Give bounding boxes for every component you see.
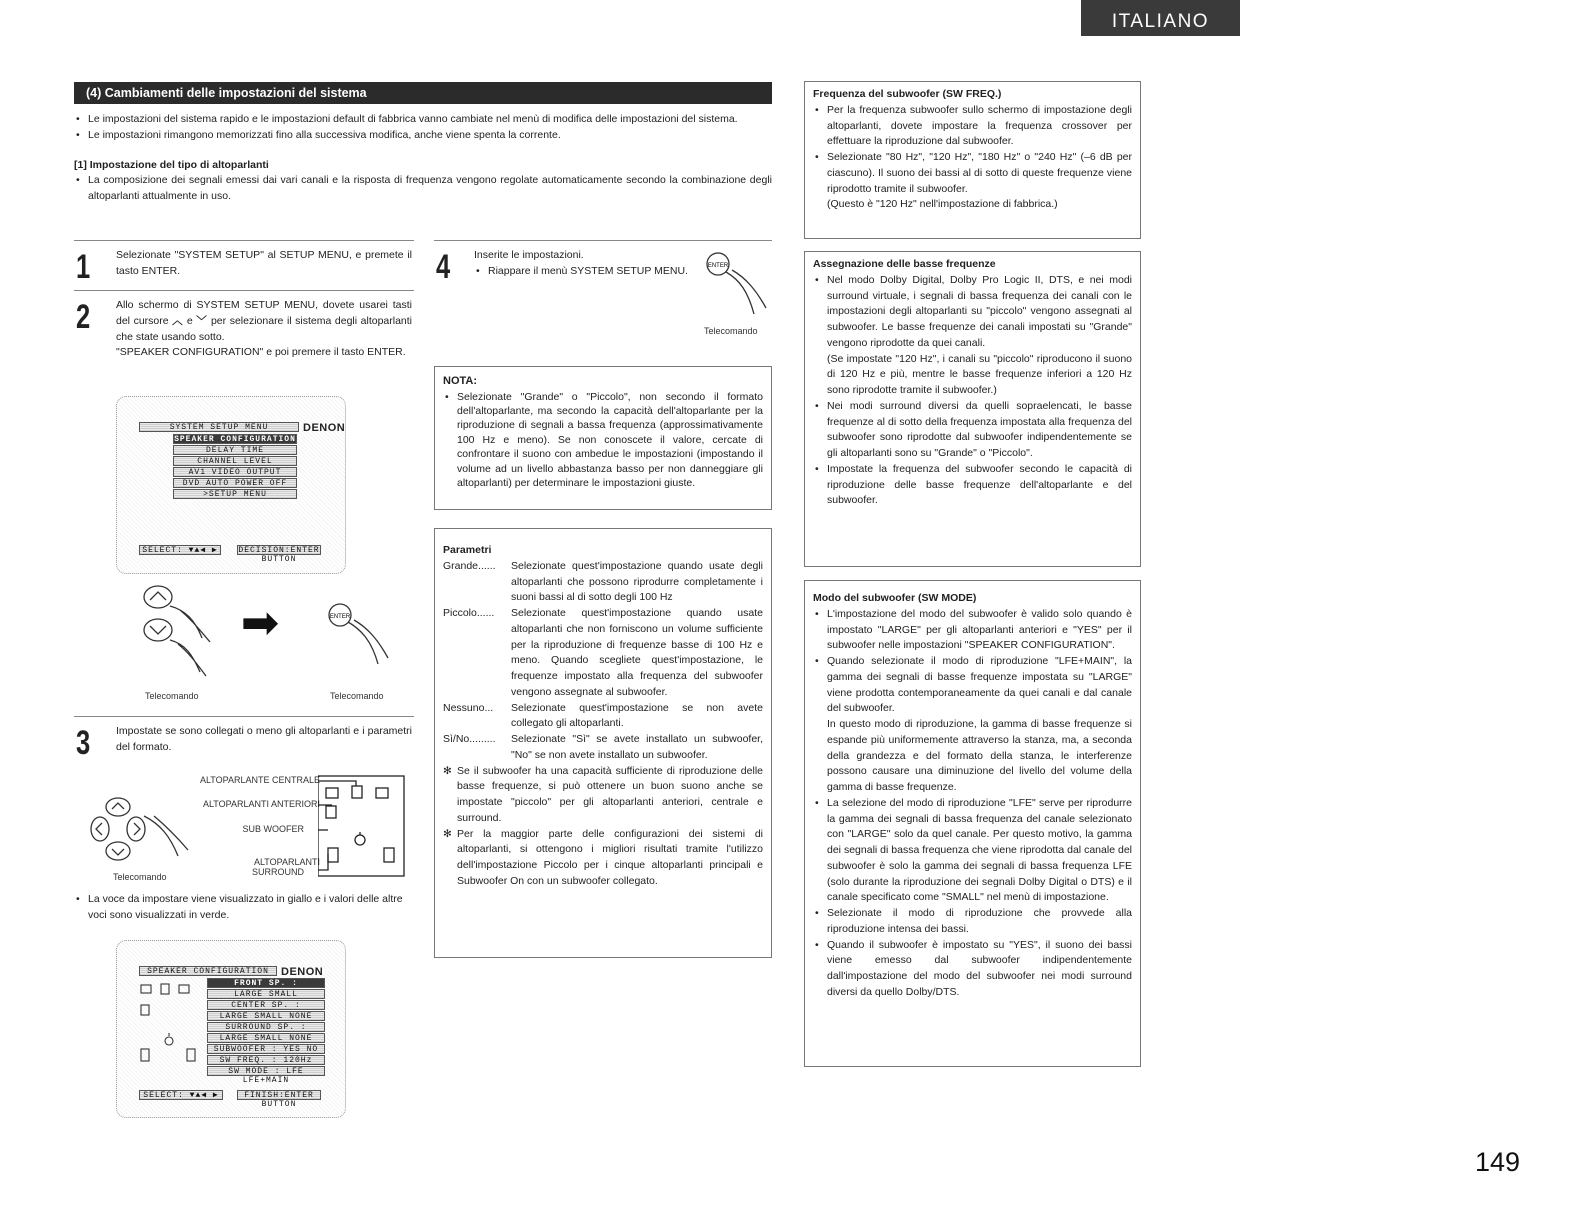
remote-illustration (130, 580, 430, 690)
nota-bullet: • Selezionate "Grande" o "Piccolo", non secondo il formato dell'altoparlante, ma secondo la capacità dell'altoparlante per la riproduzione di segnali a bassa frequenza (approssimativamente 100 Hz e meno). Se non conoscete il valore, cercate di confrontare il suono con ambedue le impostazioni (impostando il volume ad un livello abbastanza basso per non danneggiare gli altoparlanti) per determinare le impostazioni giuste. (443, 390, 763, 491)
param-note-text: Per la maggior parte delle configurazioni dei sistemi di altoparlanti, si ottengono i migliori risultati tramite l'utilizzo dell'impostazione Piccolo per i cinque altoparlanti principali e Subwoofer On con un subwoofer collegato. (457, 827, 763, 887)
step-2-and: e (186, 314, 193, 327)
param-row (443, 559, 763, 606)
screen-footer-decision: DECISION:ENTER BUTTON (238, 546, 320, 564)
menu-item[interactable]: DELAY TIME (173, 445, 297, 455)
setting-row[interactable]: SW FREQ. : 120Hz (207, 1055, 325, 1065)
page-number: 149 (1474, 1147, 1520, 1177)
param-label: Grande...... (443, 559, 496, 572)
setting-row[interactable]: SURROUND SP. : (207, 1022, 325, 1032)
step-4-bullet: • Riappare il menù SYSTEM SETUP MENU. (474, 264, 694, 280)
step-3-note (74, 892, 414, 924)
divider (74, 716, 414, 717)
setting-row[interactable]: LARGE SMALL (207, 989, 325, 999)
diagram-label-surround-a: ALTOPARLANTI (253, 857, 320, 867)
sw-mode-bullet: • La selezione del modo di riproduzione "LFE" serve per riprodurre la gamma dei segnali di bassa frequenza del canale selezionato con "LARGE" solo da quel canale. Per questo motivo, la gamma dei segnali di bassa frequenza che viene riprodotta dal canale del subwoofer è solo la gamma dei segnali di bassa frequenza LFE (solo durante la riproduzione dei segnali Dolby Digital o DTS) e il canale specificato come "SMALL" nel menù di impostazione. (813, 796, 1132, 906)
menu-item[interactable]: AV1 VIDEO OUTPUT (173, 467, 297, 477)
param-text: Selezionate quest'impostazione quando usate altoparlanti che non forniscono un volume sufficiente per la riproduzione di frequenze basse di 100 Hz e meno. Quando scegliete quest'impostazione, le frequenze impostato alla frequenza del subwoofer vengono assegnate al subwoofer. (511, 607, 763, 698)
param-note-text: Se il subwoofer ha una capacità sufficiente di riproduzione delle basse frequenze, si può ottenere un buon suono anche se impostate "piccolo" per gli altoparlanti anteriori, centrale e surround. (457, 764, 763, 824)
screen-title: SPEAKER CONFIGURATION (139, 966, 277, 976)
param-label: Nessuno... (443, 701, 494, 714)
sw-mode-bullet: • L'impostazione del modo del subwoofer è valido solo quando è impostato "LARGE" per gli altoparlanti anteriori e "YES" per il subwoofer nelle impostazioni "SPEAKER CONFIGURATION". (813, 607, 1132, 654)
remote-label: Telecomando (113, 872, 167, 882)
sw-mode-bullet: • Selezionate il modo di riproduzione che provvede alla riproduzione intensa dei bassi. (813, 906, 1132, 938)
parametri-title: Parametri (443, 544, 492, 556)
setting-row[interactable]: FRONT SP. : (207, 978, 325, 988)
step-number: 1 (76, 248, 91, 286)
enter-icon-label: ENTER (329, 614, 351, 620)
assegnazione-bullet: • Nei modi surround diversi da quelli sopraelencati, le basse frequenze al di sotto della frequenza impostata alla frequenza del subwoofer sono riprodotte dal subwoofer indipendentemente se gli altoparlanti sono su "Grande" o "Piccolo". (813, 399, 1132, 462)
sw-mode-bullet: • Quando selezionate il modo di riproduzione "LFE+MAIN", la gamma dei segnali di basse frequenze impostata su "LARGE" viene prodotta contemporaneamente da quei canali e dal canale del subwoofer. In questo modo di riproduzione, la gamma di basse frequenze si espande più uniformemente attraverso la stanza, ma, a seconda della grandezza e del formato della stanza, le interferenze possono causare una diminuzione del livello del volume della gamma di basse frequenze. (813, 654, 1132, 796)
sw-freq-bullet: • Per la frequenza subwoofer sullo schermo di impostazione degli altoparlanti, dovete impostare la frequenza crossover per effettuare la riproduzione dal subwoofer. (813, 103, 1132, 150)
speaker-configuration-screen (116, 940, 346, 1118)
assegnazione-bullet: • Nel modo Dolby Digital, Dolby Pro Logic II, DTS, e nei modi surround virtuale, i segnali di bassa frequenza dei canali con le impostazioni degli altoparlanti su "piccolo" vengono assegnati al subwoofer. Le basse frequenze dei canali impostati su "Grande" vengono riprodotte da quei canali. (Se impostate "120 Hz", i canali su "piccolo" riproducono il suono di 120 Hz e più, mentre le basse frequenze inferiori a 120 Hz sono riprodotte tramite il subwoofer.) (813, 273, 1132, 399)
cursor-up-icon: ︿ (172, 314, 184, 327)
step-3-text: Impostate se sono collegati o meno gli altoparlanti e i parametri del formato. (116, 725, 412, 753)
sw-freq-bullet: • Selezionate "80 Hz", "120 Hz", "180 Hz" o "240 Hz" (–6 dB per ciascuno). Il suono dei bassi al di sotto di queste frequenze viene riprodotto tramite il subwoofer. (813, 150, 1132, 197)
diagram-label-surround-b: SURROUND (251, 867, 304, 877)
enter-button-icon (700, 250, 770, 322)
arrow-right-icon: ➡ (240, 595, 280, 649)
step-2-text (116, 298, 412, 361)
section-title: (4) Cambiamenti delle impostazioni del sistema (74, 82, 772, 104)
step-4-main: Inserite le impostazioni. (474, 249, 584, 261)
menu-item[interactable]: DVD AUTO POWER OFF (173, 478, 297, 488)
sw-mode-bullets (813, 607, 1132, 1001)
enter-icon-label: ENTER (707, 263, 729, 269)
param-note (443, 764, 763, 827)
sw-freq-tail: (Questo è "120 Hz" nell'impostazione di fabbrica.) (827, 198, 1058, 211)
divider (74, 290, 414, 291)
step-4-text (474, 248, 694, 280)
diagram-label-front: ALTOPARLANTI ANTERIORI (202, 799, 320, 809)
step-number: 2 (76, 298, 91, 336)
step-2-text-b: per selezionare il sistema degli altoparlanti che state usando sotto. (116, 314, 413, 343)
menu-item[interactable]: SPEAKER CONFIGURATION (174, 435, 296, 444)
speaker-diagram (88, 774, 418, 884)
screen-footer-finish: FINISH:ENTER BUTTON (237, 1090, 321, 1100)
intro (74, 112, 772, 205)
sw-mode-paren: In questo modo di riproduzione, la gamma di basse frequenze si espande più uniformemente attraverso la stanza, ma, a seconda della grandezza e del formato della stanza, le interferenze possono causare una diminuzione del livello del volume della gamma di basse frequenze. (827, 718, 1132, 793)
sw-freq-title: Frequenza del subwoofer (SW FREQ.) (813, 88, 1002, 100)
sw-freq-bullets (813, 103, 1132, 198)
speaker-type-bullet: • La composizione dei segnali emessi dai vari canali e la risposta di frequenza vengono regolate automaticamente secondo la combinazione degli altoparlanti attualmente in uso. (74, 173, 772, 205)
speaker-layout-icon (139, 981, 209, 1069)
asterisk-icon: ✻ (443, 764, 452, 777)
language-tab: ITALIANO (1081, 0, 1240, 36)
asterisk-icon: ✻ (443, 827, 452, 840)
screen-title: SYSTEM SETUP MENU (139, 422, 299, 432)
sw-mode-bullet: • Quando il subwoofer è impostato su "YES", il suono dei bassi viene emesso dal subwoofer indipendentemente dall'impostazione del modo del subwoofer nei modi surround diversi da quello Dolby/DTS. (813, 938, 1132, 1001)
param-row (443, 732, 763, 764)
remote-label: Telecomando (145, 691, 199, 701)
denon-logo: DENON (281, 966, 324, 978)
setting-row[interactable]: CENTER SP. : (207, 1000, 325, 1010)
speaker-type-text (74, 173, 772, 205)
diagram-label-subwoofer: SUB WOOFER (242, 824, 304, 834)
assegnazione-bullets (813, 273, 1132, 509)
nota-box (434, 366, 772, 510)
room-layout-icon (318, 774, 418, 884)
param-text: Selezionate "Sì" se avete installato un subwoofer, "No" se non avete installato un subwoofer. (511, 733, 763, 761)
step-2-text-c: "SPEAKER CONFIGURATION" e poi premere il tasto ENTER. (116, 346, 406, 359)
assegnazione-title: Assegnazione delle basse frequenze (813, 258, 996, 270)
remote-label: Telecomando (330, 691, 384, 701)
diagram-label-center: ALTOPARLANTE CENTRALE (199, 775, 320, 785)
step-4-bullets (474, 264, 694, 280)
system-setup-menu-screen (116, 396, 346, 574)
step-1-text: Selezionate "SYSTEM SETUP" al SETUP MENU, e premete il tasto ENTER. (116, 249, 412, 277)
sw-freq-box (804, 81, 1141, 239)
assegnazione-box (804, 251, 1141, 567)
denon-logo: DENON (303, 422, 346, 434)
menu-item[interactable]: CHANNEL LEVEL (173, 456, 297, 466)
sw-mode-box (804, 580, 1141, 1067)
cursor-keys-icon (88, 794, 198, 864)
nota-bullets (443, 390, 763, 491)
step-2-text-a: Allo schermo di SYSTEM SETUP MENU, dovete usarei tasti del cursore (116, 299, 412, 327)
intro-bullet: • Le impostazioni rimangono memorizzati fino alla successiva modifica, anche viene spenta la corrente. (74, 128, 772, 144)
speaker-type-heading: [1] Impostazione del tipo di altoparlanti (74, 158, 269, 171)
setting-row[interactable]: LARGE SMALL NONE (207, 1033, 325, 1043)
sw-mode-title: Modo del subwoofer (SW MODE) (813, 592, 977, 604)
intro-bullets (74, 112, 772, 144)
param-note (443, 827, 763, 890)
intro-bullet: • Le impostazioni del sistema rapido e le impostazioni default di fabbrica vanno cambiate nel menù di modifica delle impostazioni del sistema. (74, 112, 772, 128)
nota-title: NOTA: (443, 375, 478, 387)
param-label: Piccolo...... (443, 607, 495, 619)
param-row (443, 701, 763, 733)
divider (74, 240, 414, 241)
assegnazione-bullet: • Impostate la frequenza del subwoofer secondo le capacità di riproduzione delle basse frequenze dell'altoparlante e del subwoofer. (813, 462, 1132, 509)
step-3-note-bullet: • La voce da impostare viene visualizzato in giallo e i valori delle altre voci sono visualizzati in verde. (74, 892, 414, 924)
setting-row[interactable]: SW MODE : LFE LFE+MAIN (207, 1066, 325, 1076)
param-text: Selezionate quest'impostazione quando usate degli altoparlanti che possono riprodurre completamente i suoni bassi al di sotto degli 100 Hz (511, 559, 763, 604)
menu-item[interactable]: >SETUP MENU (173, 489, 297, 499)
divider (434, 240, 772, 241)
screen-footer-select: SELECT: ▼▲◀ ▶ (139, 1090, 223, 1100)
step-number: 3 (76, 724, 91, 762)
setting-row[interactable]: SUBWOOFER : YES NO (207, 1044, 325, 1054)
remote-label: Telecomando (704, 326, 758, 336)
parametri-box (434, 528, 772, 958)
cursor-down-icon: ﹀ (196, 314, 208, 327)
assegnazione-paren: (Se impostate "120 Hz", i canali su "piccolo" riproducono il suono di 120 Hz e più, mentre le basse frequenze inferiori a 120 Hz sono riprodotte tramite il subwoofer.) (827, 352, 1132, 396)
param-text: Selezionate quest'impostazione se non avete collegato gli altoparlanti. (511, 701, 763, 730)
screen-footer-select: SELECT: ▼▲◀ ▶ (139, 545, 221, 555)
param-label: Sì/No......... (443, 733, 496, 745)
setting-row[interactable]: LARGE SMALL NONE (207, 1011, 325, 1021)
step-number: 4 (436, 248, 451, 286)
param-row (443, 606, 763, 701)
